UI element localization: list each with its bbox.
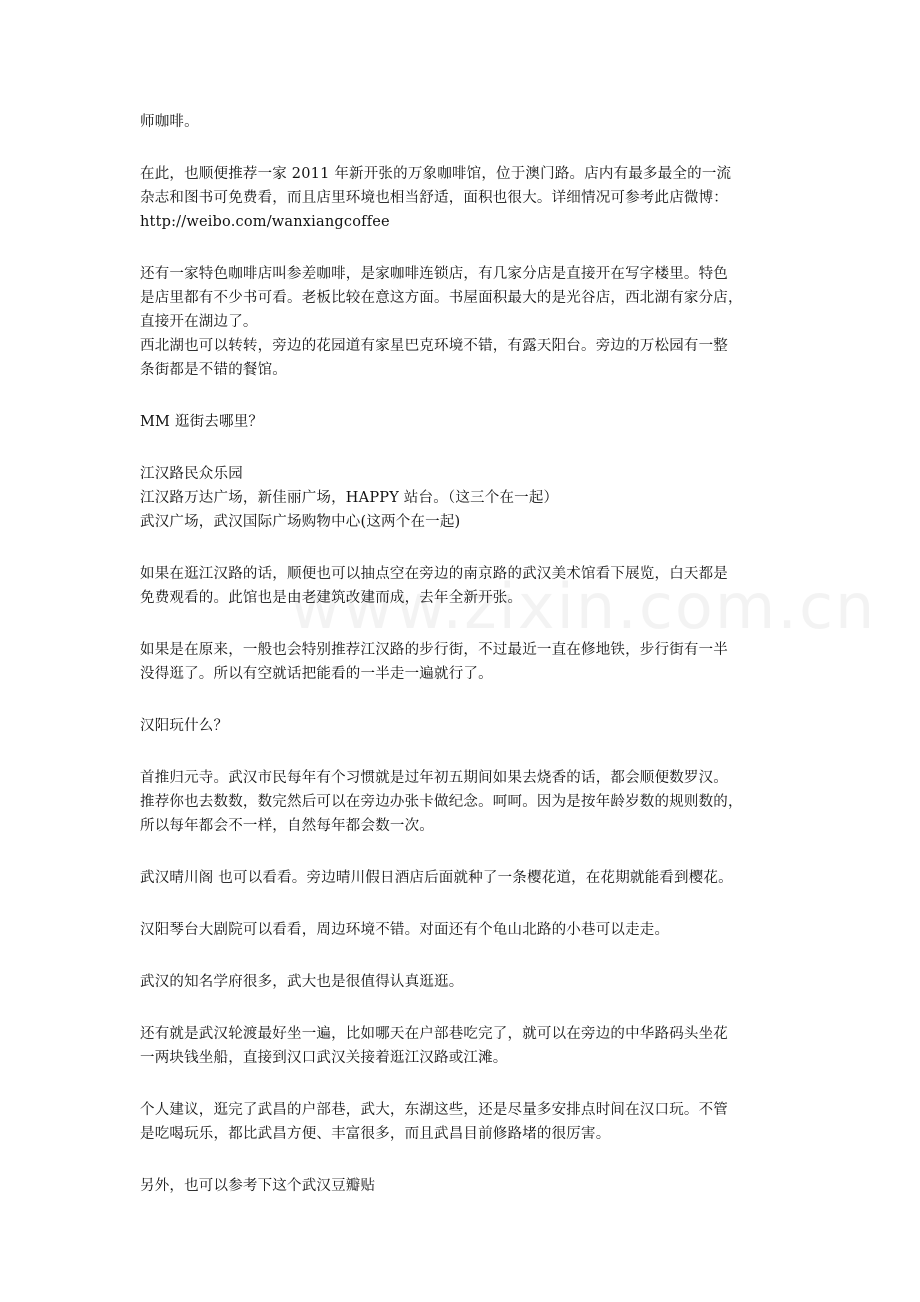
text-line: 西北湖也可以转转，旁边的花园道有家星巴克环境不错，有露天阳台。旁边的万松园有一整 bbox=[140, 338, 728, 354]
paragraph bbox=[140, 638, 790, 686]
text-line: 如果在逛江汉路的话，顺便也可以抽点空在旁边的南京路的武汉美术馆看下展览，白天都是 bbox=[140, 566, 728, 582]
text-line: 条街都是不错的餐馆。 bbox=[140, 362, 287, 378]
text-line: 汉阳琴台大剧院可以看看，周边环境不错。对面还有个龟山北路的小巷可以走走。 bbox=[140, 922, 670, 938]
text-line: 如果是在原来，一般也会特别推荐江汉路的步行街，不过最近一直在修地铁，步行街有一半 bbox=[140, 642, 728, 658]
text-line: 江汉路万达广场，新佳丽广场，HAPPY 站台。（这三个在一起） bbox=[140, 490, 559, 506]
text-line: 师咖啡。 bbox=[140, 114, 199, 130]
paragraph bbox=[140, 162, 790, 234]
text-line: 一两块钱坐船，直接到汉口武汉关接着逛江汉路或江滩。 bbox=[140, 1050, 508, 1066]
text-line: 是店里都有不少书可看。老板比较在意这方面。书屋面积最大的是光谷店，西北湖有家分店， bbox=[140, 290, 743, 306]
text-line: 杂志和图书可免费看，而且店里环境也相当舒适，面积也很大。详细情况可参考此店微博： bbox=[140, 190, 728, 206]
text-line: MM 逛街去哪里？ bbox=[140, 414, 264, 430]
text-line: 个人建议，逛完了武昌的户部巷，武大，东湖这些，还是尽量多安排点时间在汉口玩。不管 bbox=[140, 1102, 728, 1118]
text-line: 直接开在湖边了。 bbox=[140, 314, 258, 330]
paragraph bbox=[140, 1098, 790, 1146]
text-line: 还有一家特色咖啡店叫参差咖啡，是家咖啡连锁店，有几家分店是直接开在写字楼里。特色 bbox=[140, 266, 728, 282]
paragraph bbox=[140, 462, 790, 534]
text-line: 首推归元寺。武汉市民每年有个习惯就是过年初五期间如果去烧香的话，都会顺便数罗汉。 bbox=[140, 770, 728, 786]
text-line: 在此，也顺便推荐一家 2011 年新开张的万象咖啡馆，位于澳门路。店内有最多最全的一流 bbox=[140, 166, 732, 182]
paragraph bbox=[140, 410, 790, 434]
paragraph bbox=[140, 714, 790, 738]
text-line: 免费观看的。此馆也是由老建筑改建而成，去年全新开张。 bbox=[140, 590, 523, 606]
paragraph bbox=[140, 262, 790, 382]
paragraph bbox=[140, 110, 790, 134]
text-line: 没得逛了。所以有空就话把能看的一半走一遍就行了。 bbox=[140, 666, 493, 682]
text-line: 武汉广场，武汉国际广场购物中心(这两个在一起) bbox=[140, 514, 461, 530]
text-line: http://weibo.com/wanxiangcoffee bbox=[140, 214, 390, 230]
paragraph bbox=[140, 866, 790, 890]
paragraph bbox=[140, 918, 790, 942]
text-line: 武汉晴川阁 也可以看看。旁边晴川假日酒店后面就种了一条樱花道，在花期就能看到樱花。 bbox=[140, 870, 733, 886]
paragraph bbox=[140, 1174, 790, 1198]
text-line: 汉阳玩什么？ bbox=[140, 718, 229, 734]
paragraph bbox=[140, 970, 790, 994]
text-line: 推荐你也去数数，数完然后可以在旁边办张卡做纪念。呵呵。因为是按年龄岁数的规则数的， bbox=[140, 794, 743, 810]
text-line: 江汉路民众乐园 bbox=[140, 466, 243, 482]
paragraph bbox=[140, 766, 790, 838]
text-line: 是吃喝玩乐，都比武昌方便、丰富很多，而且武昌目前修路堵的很厉害。 bbox=[140, 1126, 611, 1142]
text-line: 武汉的知名学府很多，武大也是很值得认真逛逛。 bbox=[140, 974, 464, 990]
text-line: 还有就是武汉轮渡最好坐一遍，比如哪天在户部巷吃完了，就可以在旁边的中华路码头坐花 bbox=[140, 1026, 728, 1042]
text-line: 另外，也可以参考下这个武汉豆瓣贴 bbox=[140, 1178, 376, 1194]
text-line: 所以每年都会不一样，自然每年都会数一次。 bbox=[140, 818, 434, 834]
paragraph bbox=[140, 1022, 790, 1070]
paragraph bbox=[140, 562, 790, 610]
document-body bbox=[140, 110, 790, 1226]
